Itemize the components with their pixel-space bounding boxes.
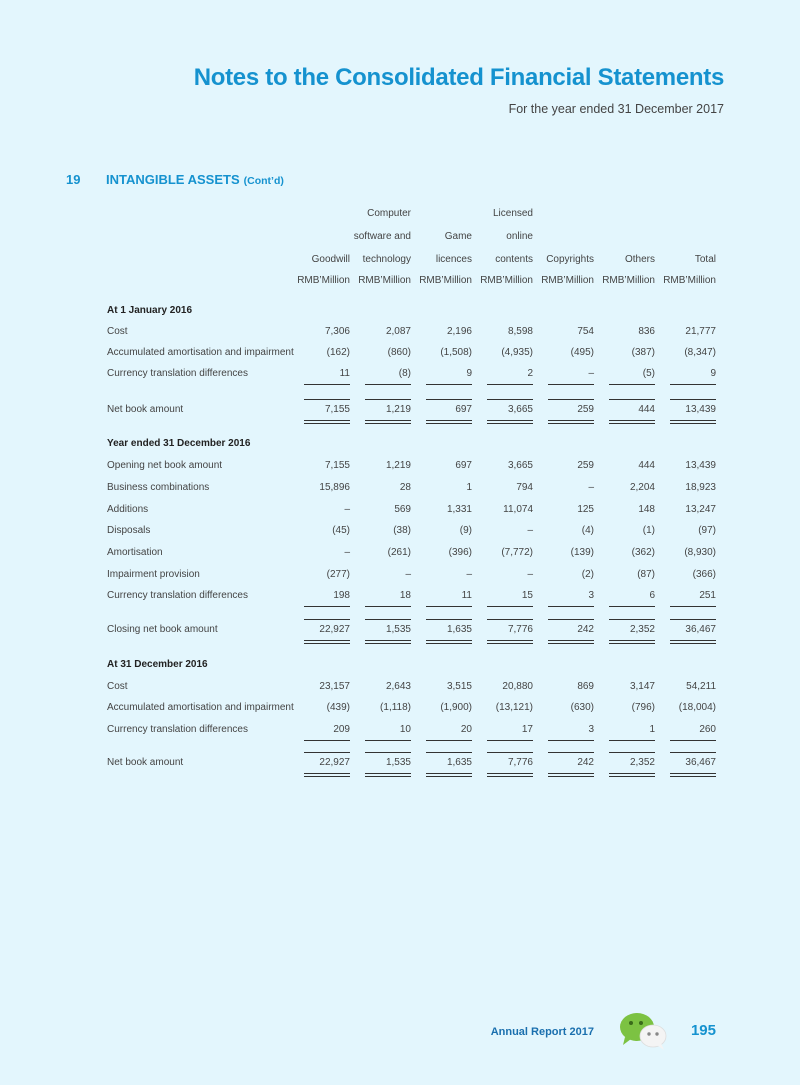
table-row bbox=[0, 347, 800, 363]
cell-value: 869 bbox=[577, 681, 594, 692]
cell-value: 20,880 bbox=[502, 681, 533, 692]
row-label: Business combinations bbox=[107, 482, 210, 493]
total-double-rule bbox=[426, 773, 472, 777]
table-row bbox=[0, 702, 800, 718]
cell-value: (387) bbox=[631, 347, 655, 358]
cell-value: 17 bbox=[521, 724, 533, 735]
table-section-heading bbox=[0, 305, 800, 321]
column-header-unit: RMB’Million bbox=[602, 275, 655, 286]
cell-value: 1,535 bbox=[385, 757, 411, 768]
subtotal-rule bbox=[365, 752, 411, 753]
column-header-unit: RMB’Million bbox=[480, 275, 533, 286]
column-header-l3: contents bbox=[495, 254, 533, 265]
subtotal-rule bbox=[487, 740, 533, 741]
cell-value: 3,665 bbox=[507, 404, 533, 415]
cell-value: (18,004) bbox=[678, 702, 716, 713]
subtotal-rule bbox=[670, 384, 716, 385]
cell-value: 8,598 bbox=[507, 326, 533, 337]
cell-value: 794 bbox=[516, 482, 533, 493]
total-double-rule bbox=[670, 773, 716, 777]
cell-value: (4,935) bbox=[501, 347, 533, 358]
subtotal-rule bbox=[365, 740, 411, 741]
cell-value: 11 bbox=[339, 368, 350, 379]
subtotal-rule bbox=[304, 399, 350, 400]
cell-value: 754 bbox=[577, 326, 594, 337]
total-double-rule bbox=[365, 420, 411, 424]
cell-value: 36,467 bbox=[685, 624, 716, 635]
wechat-logo-icon bbox=[617, 1010, 669, 1052]
subtotal-rule bbox=[609, 384, 655, 385]
cell-value: 198 bbox=[333, 590, 350, 601]
cell-value: 2,196 bbox=[446, 326, 472, 337]
cell-value: 13,439 bbox=[685, 404, 716, 415]
total-double-rule bbox=[304, 640, 350, 644]
row-label: Closing net book amount bbox=[107, 624, 218, 635]
total-double-rule bbox=[670, 420, 716, 424]
column-header-unit: RMB’Million bbox=[419, 275, 472, 286]
row-label: Impairment provision bbox=[107, 569, 200, 580]
cell-value: (8,347) bbox=[684, 347, 716, 358]
table-row bbox=[0, 460, 800, 476]
cell-value: (1) bbox=[642, 525, 655, 536]
column-header-l3: licences bbox=[435, 254, 472, 265]
cell-value: (97) bbox=[698, 525, 716, 536]
subtotal-rule bbox=[304, 619, 350, 620]
cell-value: 148 bbox=[638, 504, 655, 515]
subtotal-rule bbox=[365, 606, 411, 607]
table-row bbox=[0, 326, 800, 342]
cell-value: 9 bbox=[710, 368, 716, 379]
cell-value: 259 bbox=[577, 404, 594, 415]
cell-value: (630) bbox=[570, 702, 594, 713]
cell-value: (139) bbox=[570, 547, 594, 558]
cell-value: 697 bbox=[455, 404, 472, 415]
cell-value: 836 bbox=[638, 326, 655, 337]
table-section-heading bbox=[0, 438, 800, 454]
section-number: 19 bbox=[66, 172, 81, 187]
cell-value: 11,074 bbox=[503, 504, 533, 515]
subtotal-rule bbox=[548, 619, 594, 620]
cell-value: (162) bbox=[326, 347, 350, 358]
page-number: 195 bbox=[690, 1022, 716, 1039]
cell-value: 13,439 bbox=[685, 460, 716, 471]
total-double-rule bbox=[304, 773, 350, 777]
subtotal-rule bbox=[487, 752, 533, 753]
cell-value: (7,772) bbox=[501, 547, 533, 558]
column-header-unit: RMB’Million bbox=[663, 275, 716, 286]
column-header-l3: technology bbox=[362, 254, 411, 265]
cell-value: 125 bbox=[577, 504, 594, 515]
subtotal-rule bbox=[487, 606, 533, 607]
cell-value: (2) bbox=[581, 569, 594, 580]
subtotal-rule bbox=[609, 740, 655, 741]
cell-value: (366) bbox=[692, 569, 716, 580]
total-double-rule bbox=[304, 420, 350, 424]
subtotal-rule bbox=[304, 752, 350, 753]
subtotal-rule bbox=[548, 606, 594, 607]
column-header-l3: Others bbox=[624, 254, 655, 265]
cell-value: – bbox=[344, 504, 350, 515]
page-title: Notes to the Consolidated Financial Statements bbox=[193, 64, 724, 91]
cell-value: (5) bbox=[642, 368, 655, 379]
section-cont: (Cont’d) bbox=[243, 175, 284, 187]
cell-value: 1,635 bbox=[446, 757, 472, 768]
total-double-rule bbox=[487, 773, 533, 777]
subtotal-rule bbox=[548, 740, 594, 741]
table-row bbox=[0, 757, 800, 773]
cell-value: 7,155 bbox=[324, 404, 350, 415]
cell-value: 21,777 bbox=[685, 326, 716, 337]
subtotal-rule bbox=[426, 619, 472, 620]
table-section-heading bbox=[0, 659, 800, 675]
column-header-l1: Computer bbox=[367, 208, 411, 219]
table-row bbox=[0, 525, 800, 541]
cell-value: 54,211 bbox=[686, 681, 716, 692]
cell-value: 1 bbox=[466, 482, 472, 493]
subtotal-rule bbox=[548, 399, 594, 400]
row-label: Currency translation differences bbox=[107, 590, 248, 601]
subtotal-rule bbox=[548, 384, 594, 385]
row-label: At 1 January 2016 bbox=[107, 305, 193, 316]
table-row bbox=[0, 368, 800, 384]
cell-value: 18,923 bbox=[685, 482, 716, 493]
column-header-l3: Total bbox=[694, 254, 716, 265]
row-label: Accumulated amortisation and impairment bbox=[107, 702, 294, 713]
cell-value: (860) bbox=[387, 347, 411, 358]
total-double-rule bbox=[365, 773, 411, 777]
cell-value: 15,896 bbox=[319, 482, 350, 493]
cell-value: 242 bbox=[577, 757, 594, 768]
table-row bbox=[0, 569, 800, 585]
cell-value: 2,087 bbox=[385, 326, 411, 337]
total-double-rule bbox=[609, 773, 655, 777]
cell-value: (8) bbox=[398, 368, 411, 379]
column-header-unit: RMB’Million bbox=[358, 275, 411, 286]
cell-value: 36,467 bbox=[685, 757, 716, 768]
cell-value: (8,930) bbox=[684, 547, 716, 558]
cell-value: 1,535 bbox=[385, 624, 411, 635]
cell-value: 7,776 bbox=[507, 624, 533, 635]
table-row bbox=[0, 547, 800, 563]
cell-value: (362) bbox=[631, 547, 655, 558]
column-header-l2: software and bbox=[353, 231, 411, 242]
row-label: Disposals bbox=[107, 525, 151, 536]
cell-value: (1,900) bbox=[440, 702, 472, 713]
cell-value: 7,155 bbox=[324, 460, 350, 471]
cell-value: 2,643 bbox=[385, 681, 411, 692]
cell-value: 3,147 bbox=[629, 681, 655, 692]
column-header-l2: Game bbox=[444, 231, 472, 242]
cell-value: 18 bbox=[399, 590, 411, 601]
total-double-rule bbox=[548, 420, 594, 424]
column-header-unit: RMB’Million bbox=[541, 275, 594, 286]
table-row bbox=[0, 624, 800, 640]
subtotal-rule bbox=[365, 384, 411, 385]
cell-value: 260 bbox=[699, 724, 716, 735]
footer-report-name: Annual Report 2017 bbox=[490, 1026, 594, 1038]
cell-value: 1,331 bbox=[446, 504, 472, 515]
cell-value: 259 bbox=[577, 460, 594, 471]
total-double-rule bbox=[609, 640, 655, 644]
cell-value: 3,665 bbox=[507, 460, 533, 471]
total-double-rule bbox=[426, 420, 472, 424]
cell-value: (396) bbox=[448, 547, 472, 558]
cell-value: (1,118) bbox=[380, 702, 411, 713]
column-header-l3: Copyrights bbox=[546, 254, 594, 265]
subtotal-rule bbox=[670, 752, 716, 753]
column-header-l2: online bbox=[506, 231, 533, 242]
cell-value: 6 bbox=[649, 590, 655, 601]
page-subtitle: For the year ended 31 December 2017 bbox=[508, 102, 724, 116]
subtotal-rule bbox=[426, 399, 472, 400]
total-double-rule bbox=[426, 640, 472, 644]
subtotal-rule bbox=[487, 399, 533, 400]
section-heading bbox=[66, 172, 284, 187]
cell-value: 22,927 bbox=[319, 624, 350, 635]
subtotal-rule bbox=[487, 619, 533, 620]
subtotal-rule bbox=[609, 752, 655, 753]
total-double-rule bbox=[609, 420, 655, 424]
cell-value: 3 bbox=[588, 724, 594, 735]
subtotal-rule bbox=[426, 606, 472, 607]
cell-value: 2,352 bbox=[629, 757, 655, 768]
cell-value: – bbox=[527, 569, 533, 580]
cell-value: 28 bbox=[399, 482, 411, 493]
total-double-rule bbox=[670, 640, 716, 644]
row-label: Year ended 31 December 2016 bbox=[107, 438, 251, 449]
cell-value: 3 bbox=[588, 590, 594, 601]
table-row bbox=[0, 504, 800, 520]
cell-value: 697 bbox=[455, 460, 472, 471]
cell-value: 569 bbox=[394, 504, 411, 515]
column-header-l3: Goodwill bbox=[311, 254, 350, 265]
row-label: Net book amount bbox=[107, 757, 184, 768]
table-row bbox=[0, 590, 800, 606]
cell-value: 1 bbox=[649, 724, 655, 735]
cell-value: (1,508) bbox=[440, 347, 472, 358]
table-row bbox=[0, 482, 800, 498]
row-label: Accumulated amortisation and impairment bbox=[107, 347, 294, 358]
cell-value: (9) bbox=[459, 525, 472, 536]
subtotal-rule bbox=[365, 619, 411, 620]
cell-value: (87) bbox=[637, 569, 655, 580]
cell-value: (13,121) bbox=[495, 702, 533, 713]
subtotal-rule bbox=[609, 619, 655, 620]
subtotal-rule bbox=[304, 606, 350, 607]
subtotal-rule bbox=[548, 752, 594, 753]
row-label: Opening net book amount bbox=[107, 460, 223, 471]
cell-value: 251 bbox=[699, 590, 716, 601]
cell-value: 7,776 bbox=[507, 757, 533, 768]
cell-value: – bbox=[527, 525, 533, 536]
cell-value: 444 bbox=[638, 460, 655, 471]
subtotal-rule bbox=[609, 606, 655, 607]
cell-value: (45) bbox=[332, 525, 350, 536]
row-label: Currency translation differences bbox=[107, 724, 248, 735]
total-double-rule bbox=[548, 640, 594, 644]
total-double-rule bbox=[365, 640, 411, 644]
row-label: Net book amount bbox=[107, 404, 184, 415]
row-label: Amortisation bbox=[107, 547, 163, 558]
cell-value: 444 bbox=[638, 404, 655, 415]
subtotal-rule bbox=[426, 384, 472, 385]
cell-value: (4) bbox=[581, 525, 594, 536]
subtotal-rule bbox=[304, 384, 350, 385]
row-label: At 31 December 2016 bbox=[107, 659, 208, 670]
cell-value: 9 bbox=[466, 368, 472, 379]
subtotal-rule bbox=[670, 740, 716, 741]
total-double-rule bbox=[487, 420, 533, 424]
cell-value: 22,927 bbox=[319, 757, 350, 768]
cell-value: – bbox=[588, 482, 594, 493]
column-header-unit: RMB’Million bbox=[297, 275, 350, 286]
cell-value: 7,306 bbox=[324, 326, 350, 337]
cell-value: (796) bbox=[631, 702, 655, 713]
subtotal-rule bbox=[426, 752, 472, 753]
cell-value: 1,635 bbox=[446, 624, 472, 635]
cell-value: – bbox=[344, 547, 350, 558]
subtotal-rule bbox=[426, 740, 472, 741]
cell-value: 23,157 bbox=[319, 681, 350, 692]
subtotal-rule bbox=[304, 740, 350, 741]
cell-value: (277) bbox=[326, 569, 350, 580]
cell-value: 13,247 bbox=[685, 504, 716, 515]
cell-value: 1,219 bbox=[385, 404, 411, 415]
cell-value: 11 bbox=[461, 590, 472, 601]
cell-value: 2 bbox=[527, 368, 533, 379]
cell-value: 2,204 bbox=[629, 482, 655, 493]
table-row bbox=[0, 724, 800, 740]
section-title: INTANGIBLE ASSETS bbox=[106, 172, 240, 187]
cell-value: 15 bbox=[521, 590, 533, 601]
total-double-rule bbox=[548, 773, 594, 777]
cell-value: 1,219 bbox=[385, 460, 411, 471]
row-label: Currency translation differences bbox=[107, 368, 248, 379]
subtotal-rule bbox=[365, 399, 411, 400]
table-row bbox=[0, 404, 800, 420]
subtotal-rule bbox=[670, 619, 716, 620]
cell-value: – bbox=[466, 569, 472, 580]
cell-value: 2,352 bbox=[629, 624, 655, 635]
cell-value: – bbox=[405, 569, 411, 580]
subtotal-rule bbox=[487, 384, 533, 385]
cell-value: 20 bbox=[460, 724, 472, 735]
subtotal-rule bbox=[670, 606, 716, 607]
cell-value: (261) bbox=[387, 547, 411, 558]
subtotal-rule bbox=[609, 399, 655, 400]
cell-value: (495) bbox=[570, 347, 594, 358]
cell-value: 242 bbox=[577, 624, 594, 635]
cell-value: 10 bbox=[399, 724, 411, 735]
column-header-l1: Licensed bbox=[492, 208, 533, 219]
row-label: Cost bbox=[107, 326, 128, 337]
table-row bbox=[0, 681, 800, 697]
subtotal-rule bbox=[670, 399, 716, 400]
cell-value: – bbox=[588, 368, 594, 379]
total-double-rule bbox=[487, 640, 533, 644]
cell-value: 209 bbox=[333, 724, 350, 735]
cell-value: (439) bbox=[326, 702, 350, 713]
cell-value: 3,515 bbox=[446, 681, 472, 692]
cell-value: (38) bbox=[393, 525, 411, 536]
row-label: Cost bbox=[107, 681, 128, 692]
row-label: Additions bbox=[107, 504, 149, 515]
